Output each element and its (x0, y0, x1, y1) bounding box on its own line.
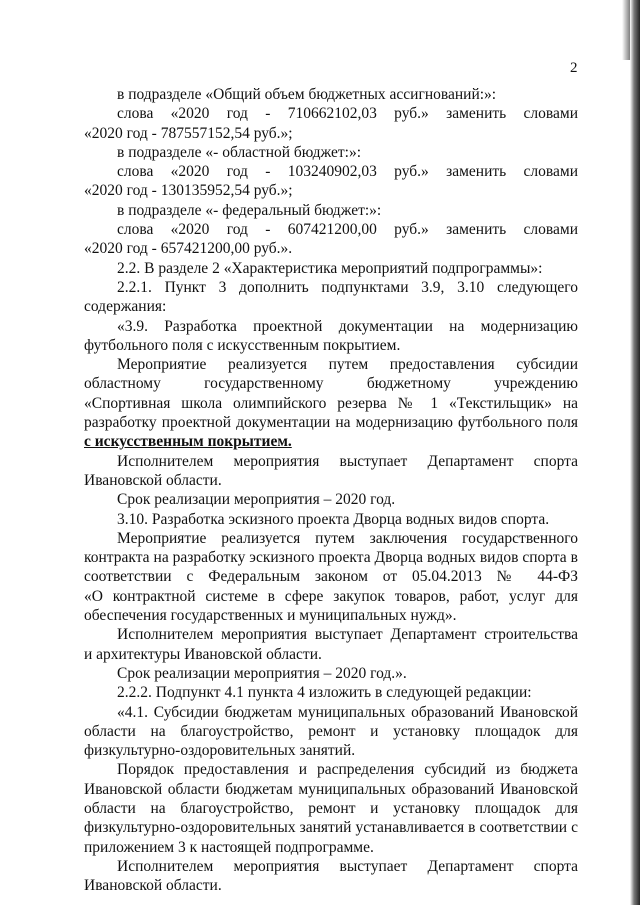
paragraph (84, 510, 578, 529)
paragraph (84, 838, 578, 857)
text-line: Исполнителем мероприятия выступает Департамент спорта (117, 452, 578, 470)
text-line: области на благоустройство, ремонт и установку площадок для (84, 722, 578, 740)
paragraph (84, 567, 578, 586)
text-line: Исполнителем мероприятия выступает Департамент спорта (117, 857, 578, 875)
paragraph (84, 336, 578, 355)
paragraph (84, 760, 578, 779)
paragraph (84, 722, 578, 741)
text-line: в подразделе «Общий объем бюджетных ассигнований:»: (117, 86, 497, 103)
text-line: в подразделе «- федеральный бюджет:»: (117, 201, 382, 219)
paragraph (84, 104, 578, 123)
text-line: «3.9. Разработка проектной документации на модернизацию (117, 317, 578, 335)
text-line: «2020 год - 787557152,54 руб.»; (84, 124, 293, 142)
text-line: футбольного поля с искусственным покрытием. (84, 336, 401, 354)
paragraph (84, 259, 578, 278)
text-line: 2.2.1. Пункт 3 дополнить подпунктами 3.9, 3.10 следующего (117, 278, 578, 296)
paragraph (84, 85, 578, 104)
paragraph (84, 162, 578, 181)
text-line: 2.2. В разделе 2 «Характеристика мероприятий подпрограммы»: (117, 259, 543, 277)
paragraph (84, 587, 578, 606)
text-line: в подразделе «- областной бюджет:»: (117, 143, 362, 161)
paragraph (84, 220, 578, 239)
paragraph (84, 683, 578, 702)
paragraph (84, 857, 578, 876)
text-line: Срок реализации мероприятия – 2020 год.». (117, 664, 407, 682)
text-line: содержания: (84, 298, 167, 316)
paragraph (84, 780, 578, 799)
paragraph (84, 124, 578, 143)
paragraph (84, 201, 578, 220)
text-line: обеспечения государственных и муниципальных нужд». (84, 607, 457, 625)
page-edge-shadow (630, 0, 640, 905)
page-number: 2 (570, 60, 578, 76)
text-line: «Спортивная школа олимпийского резерва № 1 «Текстильщик» на (84, 394, 578, 412)
paragraph (84, 490, 578, 509)
text-line: Порядок предоставления и распределения субсидий из бюджета (117, 761, 578, 779)
paragraph (84, 645, 578, 664)
paragraph (84, 529, 578, 548)
text-line: разработку проектной документации на модернизацию футбольного поля (84, 414, 578, 432)
paragraph (84, 432, 578, 451)
paragraph (84, 317, 578, 336)
text-line: Мероприятие реализуется путем предоставления субсидии (117, 356, 578, 374)
text-line: Ивановской области бюджетам муниципальных образований Ивановской (84, 780, 578, 798)
paragraph (84, 355, 578, 374)
text-line: слова «2020 год - 607421200,00 руб.» заменить словами (117, 221, 578, 239)
text-line: контракта на разработку эскизного проекта Дворца водных видов спорта в (84, 549, 578, 567)
paragraph (84, 181, 578, 200)
paragraph (84, 703, 578, 722)
text-line: «2020 год - 130135952,54 руб.»; (84, 182, 293, 200)
paragraph (84, 471, 578, 490)
text-line: физкультурно-оздоровительных занятий. (84, 742, 356, 760)
text-line: Ивановской области. (84, 471, 222, 489)
text-line: соответствии с Федеральным законом от 05.04.2013 № 44-ФЗ (84, 568, 578, 586)
text-line: Мероприятие реализуется путем заключения государственного (117, 529, 578, 547)
text-line: Ивановской области. (84, 877, 222, 895)
text-line: приложением 3 к настоящей подпрограмме. (84, 838, 374, 856)
paragraph (84, 239, 578, 258)
text-line: физкультурно-оздоровительных занятий устанавливается в соответствии с (84, 819, 578, 837)
document-body (84, 85, 578, 895)
text-line: «О контрактной системе в сфере закупок товаров, работ, услуг для (84, 587, 578, 605)
text-line: слова «2020 год - 710662102,03 руб.» заменить словами (117, 105, 578, 123)
text-line: с искусственным покрытием. (84, 433, 292, 451)
paragraph (84, 548, 578, 567)
text-line: Срок реализации мероприятия – 2020 год. (117, 491, 396, 509)
paragraph (84, 741, 578, 760)
text-line: области на благоустройство, ремонт и установку площадок для (84, 799, 578, 817)
paragraph (84, 876, 578, 895)
text-line: слова «2020 год - 103240902,03 руб.» заменить словами (117, 163, 578, 181)
paragraph (84, 625, 578, 644)
text-line: и архитектуры Ивановской области. (84, 645, 322, 663)
text-line: 3.10. Разработка эскизного проекта Дворца водных видов спорта. (117, 510, 550, 528)
paragraph (84, 278, 578, 297)
paragraph (84, 664, 578, 683)
text-line: 2.2.2. Подпункт 4.1 пункта 4 изложить в следующей редакции: (117, 684, 532, 702)
paragraph (84, 452, 578, 471)
paragraph (84, 374, 578, 393)
paragraph (84, 799, 578, 818)
text-line: областному государственному бюджетному учреждению (84, 375, 578, 393)
paragraph (84, 297, 578, 316)
paragraph (84, 413, 578, 432)
text-line: «4.1. Субсидии бюджетам муниципальных образований Ивановской (117, 703, 578, 721)
text-line: «2020 год - 657421200,00 руб.». (84, 240, 293, 258)
paragraph (84, 143, 578, 162)
paragraph (84, 606, 578, 625)
paragraph (84, 394, 578, 413)
paragraph (84, 818, 578, 837)
text-line: Исполнителем мероприятия выступает Департамент строительства (117, 626, 578, 644)
